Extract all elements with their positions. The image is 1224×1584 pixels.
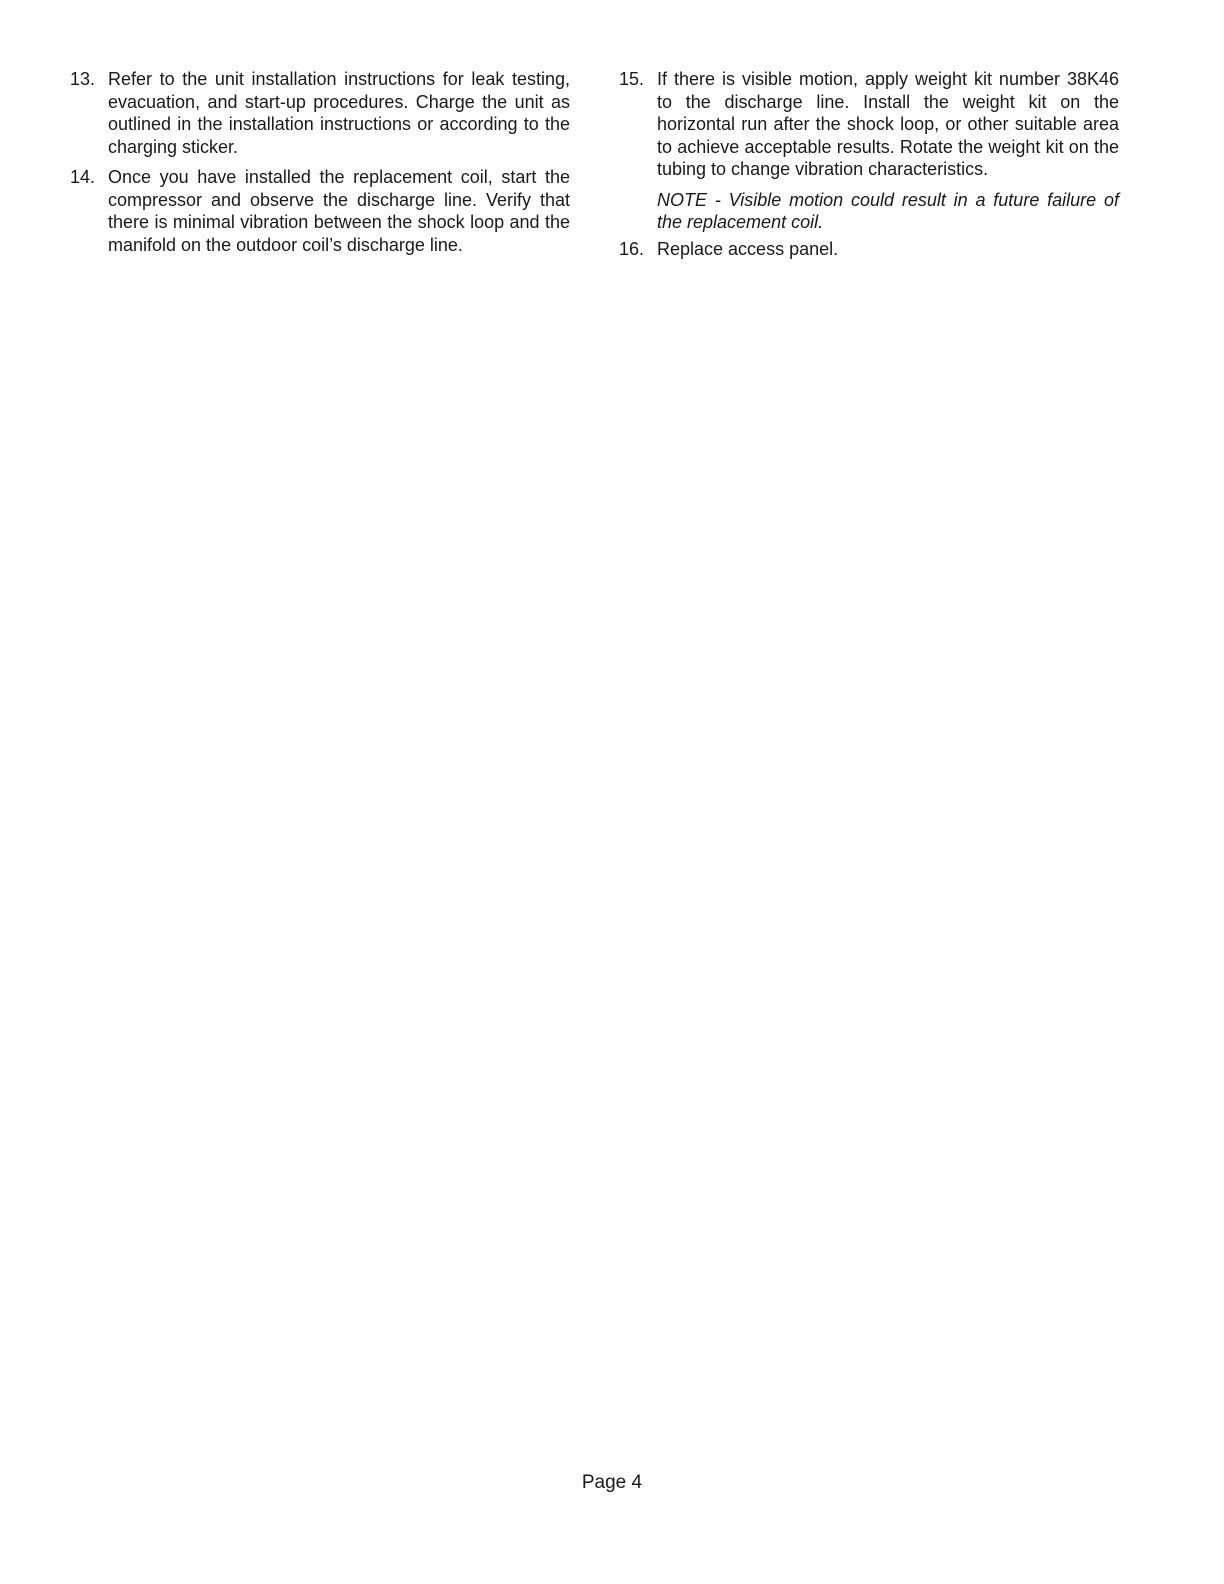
step-number: 13. bbox=[70, 69, 96, 89]
step-text: If there is visible motion, apply weight kit number 38K46 to the discharge line. Install the weight kit on the horizontal run after the shock loop, or other suitable area to achieve acceptable results. Rotate the weight kit on the tubing to change vibration characteristics. bbox=[657, 69, 1119, 179]
page-number: Page 4 bbox=[581, 1472, 643, 1493]
step-text: Refer to the unit installation instructions for leak testing, evacuation, and start-up procedures. Charge the unit as outlined in the installation instructions or according to the charging sticker. bbox=[108, 69, 570, 157]
left-column bbox=[70, 68, 570, 264]
step-number: 16. bbox=[619, 238, 645, 259]
step-number: 14. bbox=[70, 167, 96, 187]
step-text: Once you have installed the replacement coil, start the compressor and observe the discharge line. Verify that there is minimal vibration between the shock loop and the manifold on the outdoor coil’s discharge line. bbox=[108, 167, 570, 255]
step-16 bbox=[619, 238, 1119, 261]
step-15 bbox=[619, 68, 1119, 181]
right-column bbox=[619, 68, 1119, 268]
step-14 bbox=[70, 166, 570, 256]
step-text: Replace access panel. bbox=[657, 238, 839, 259]
step-13 bbox=[70, 68, 570, 158]
step-number: 15. bbox=[619, 69, 645, 89]
note-text: NOTE - Visible motion could result in a future failure of the replacement coil. bbox=[657, 189, 1119, 232]
